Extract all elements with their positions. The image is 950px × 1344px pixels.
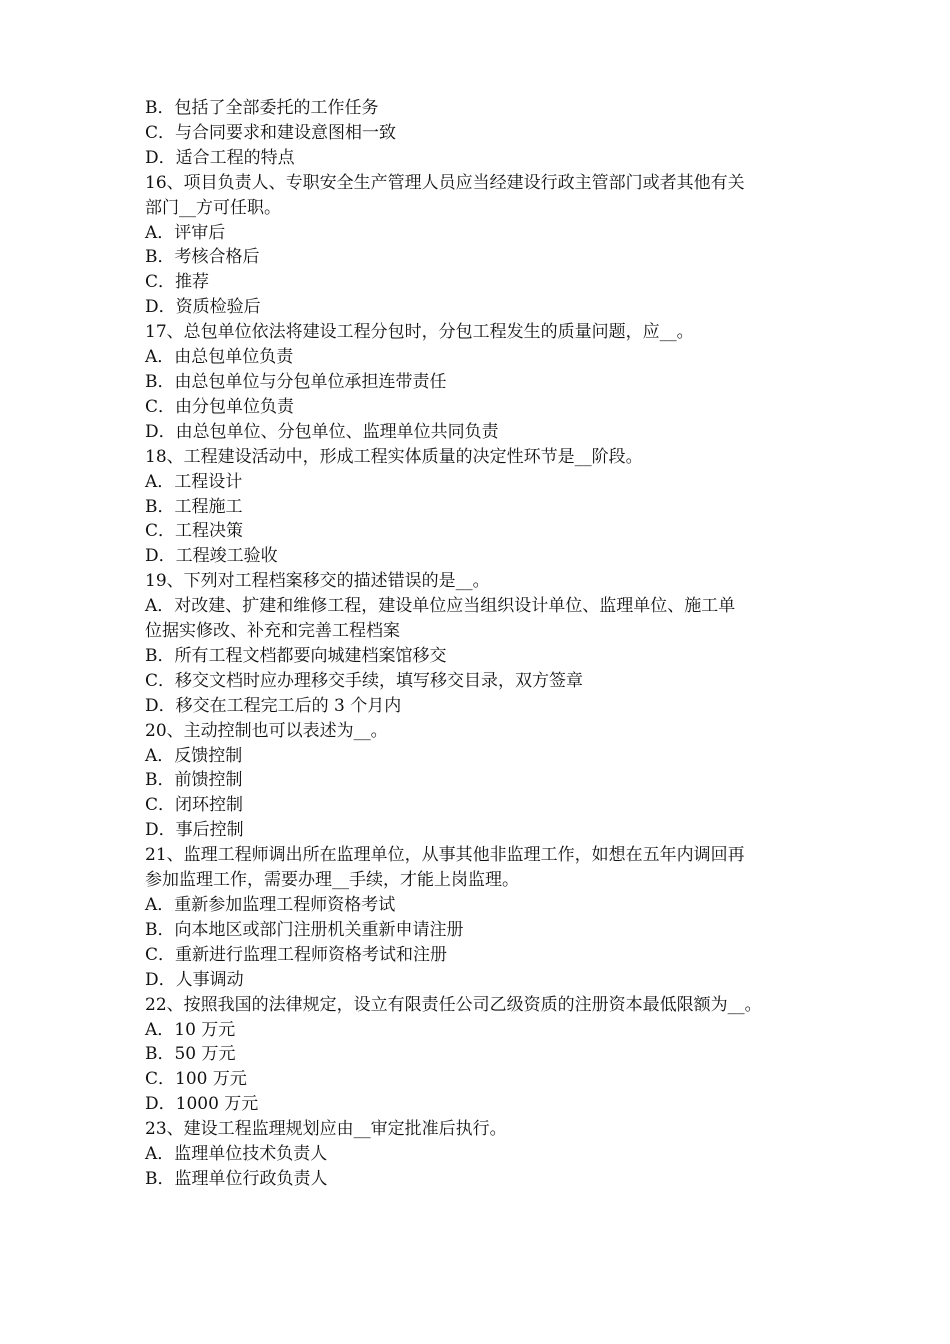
answer-option-line: A．10 万元: [145, 1019, 236, 1040]
answer-option-line: A．监理单位技术负责人: [145, 1144, 328, 1165]
answer-option-line: D．工程竣工验收: [145, 546, 278, 567]
answer-option-line: C．推荐: [145, 272, 210, 293]
answer-option-line: A．重新参加监理工程师资格考试: [145, 895, 396, 915]
answer-option-line: B．监理单位行政负责人: [145, 1168, 328, 1189]
question-text-line: 22、按照我国的法律规定，设立有限责任公司乙级资质的注册资本最低限额为__。: [145, 994, 762, 1015]
document-page: [145, 96, 815, 1192]
question-text-line: 19、下列对工程档案移交的描述错误的是__。: [145, 571, 490, 592]
question-text-line: 部门__方可任职。: [145, 197, 281, 218]
answer-option-line: B．50 万元: [145, 1044, 236, 1065]
answer-option-line: D．1000 万元: [145, 1094, 259, 1115]
answer-option-line: D．适合工程的特点: [145, 147, 295, 168]
answer-option-line: C．工程决策: [145, 521, 244, 542]
answer-option-line: B．由总包单位与分包单位承担连带责任: [145, 371, 447, 392]
answer-option-line: C．重新进行监理工程师资格考试和注册: [145, 944, 448, 965]
question-text-line: 23、建设工程监理规划应由__审定批准后执行。: [145, 1119, 507, 1140]
answer-option-line: B．工程施工: [145, 496, 243, 517]
answer-option-line: B．考核合格后: [145, 247, 260, 268]
answer-option-line: C．闭环控制: [145, 795, 244, 816]
answer-option-line: C．由分包单位负责: [145, 396, 295, 417]
answer-option-line: D．事后控制: [145, 820, 244, 841]
answer-option-line: A．评审后: [145, 222, 226, 243]
answer-option-line: C．与合同要求和建设意图相一致: [145, 122, 397, 143]
answer-option-line: A．反馈控制: [145, 745, 243, 766]
answer-option-line: B．包括了全部委托的工作任务: [145, 98, 379, 118]
answer-option-line: A．由总包单位负责: [145, 347, 294, 368]
answer-option-line: B．所有工程文档都要向城建档案馆移交: [145, 645, 447, 666]
question-text-line: 18、工程建设活动中，形成工程实体质量的决定性环节是__阶段。: [145, 446, 643, 467]
answer-option-line: C．100 万元: [145, 1069, 247, 1090]
question-text-line: 参加监理工作，需要办理__手续，才能上岗监理。: [145, 870, 519, 891]
answer-option-line: B．前馈控制: [145, 770, 243, 791]
answer-option-line: D．移交在工程完工后的 3 个月内: [145, 695, 402, 716]
answer-option-line: C．移交文档时应办理移交手续，填写移交目录，双方签章: [145, 670, 584, 691]
question-text-line: 17、总包单位依法将建设工程分包时，分包工程发生的质量问题，应__。: [145, 322, 694, 343]
answer-option-line: D．由总包单位、分包单位、监理单位共同负责: [145, 421, 499, 442]
answer-option-line: A．对改建、扩建和维修工程，建设单位应当组织设计单位、监理单位、施工单: [145, 596, 736, 617]
question-text-line: 20、主动控制也可以表述为__。: [145, 720, 388, 741]
answer-option-line: 位据实修改、补充和完善工程档案: [145, 621, 400, 642]
question-text-line: 21、监理工程师调出所在监理单位，从事其他非监理工作，如想在五年内调回再: [145, 845, 745, 866]
question-text-line: 16、项目负责人、专职安全生产管理人员应当经建设行政主管部门或者其他有关: [145, 172, 745, 193]
answer-option-line: D．资质检验后: [145, 297, 261, 318]
answer-option-line: B．向本地区或部门注册机关重新申请注册: [145, 919, 464, 940]
answer-option-line: D．人事调动: [145, 969, 244, 990]
answer-option-line: A．工程设计: [145, 471, 243, 492]
